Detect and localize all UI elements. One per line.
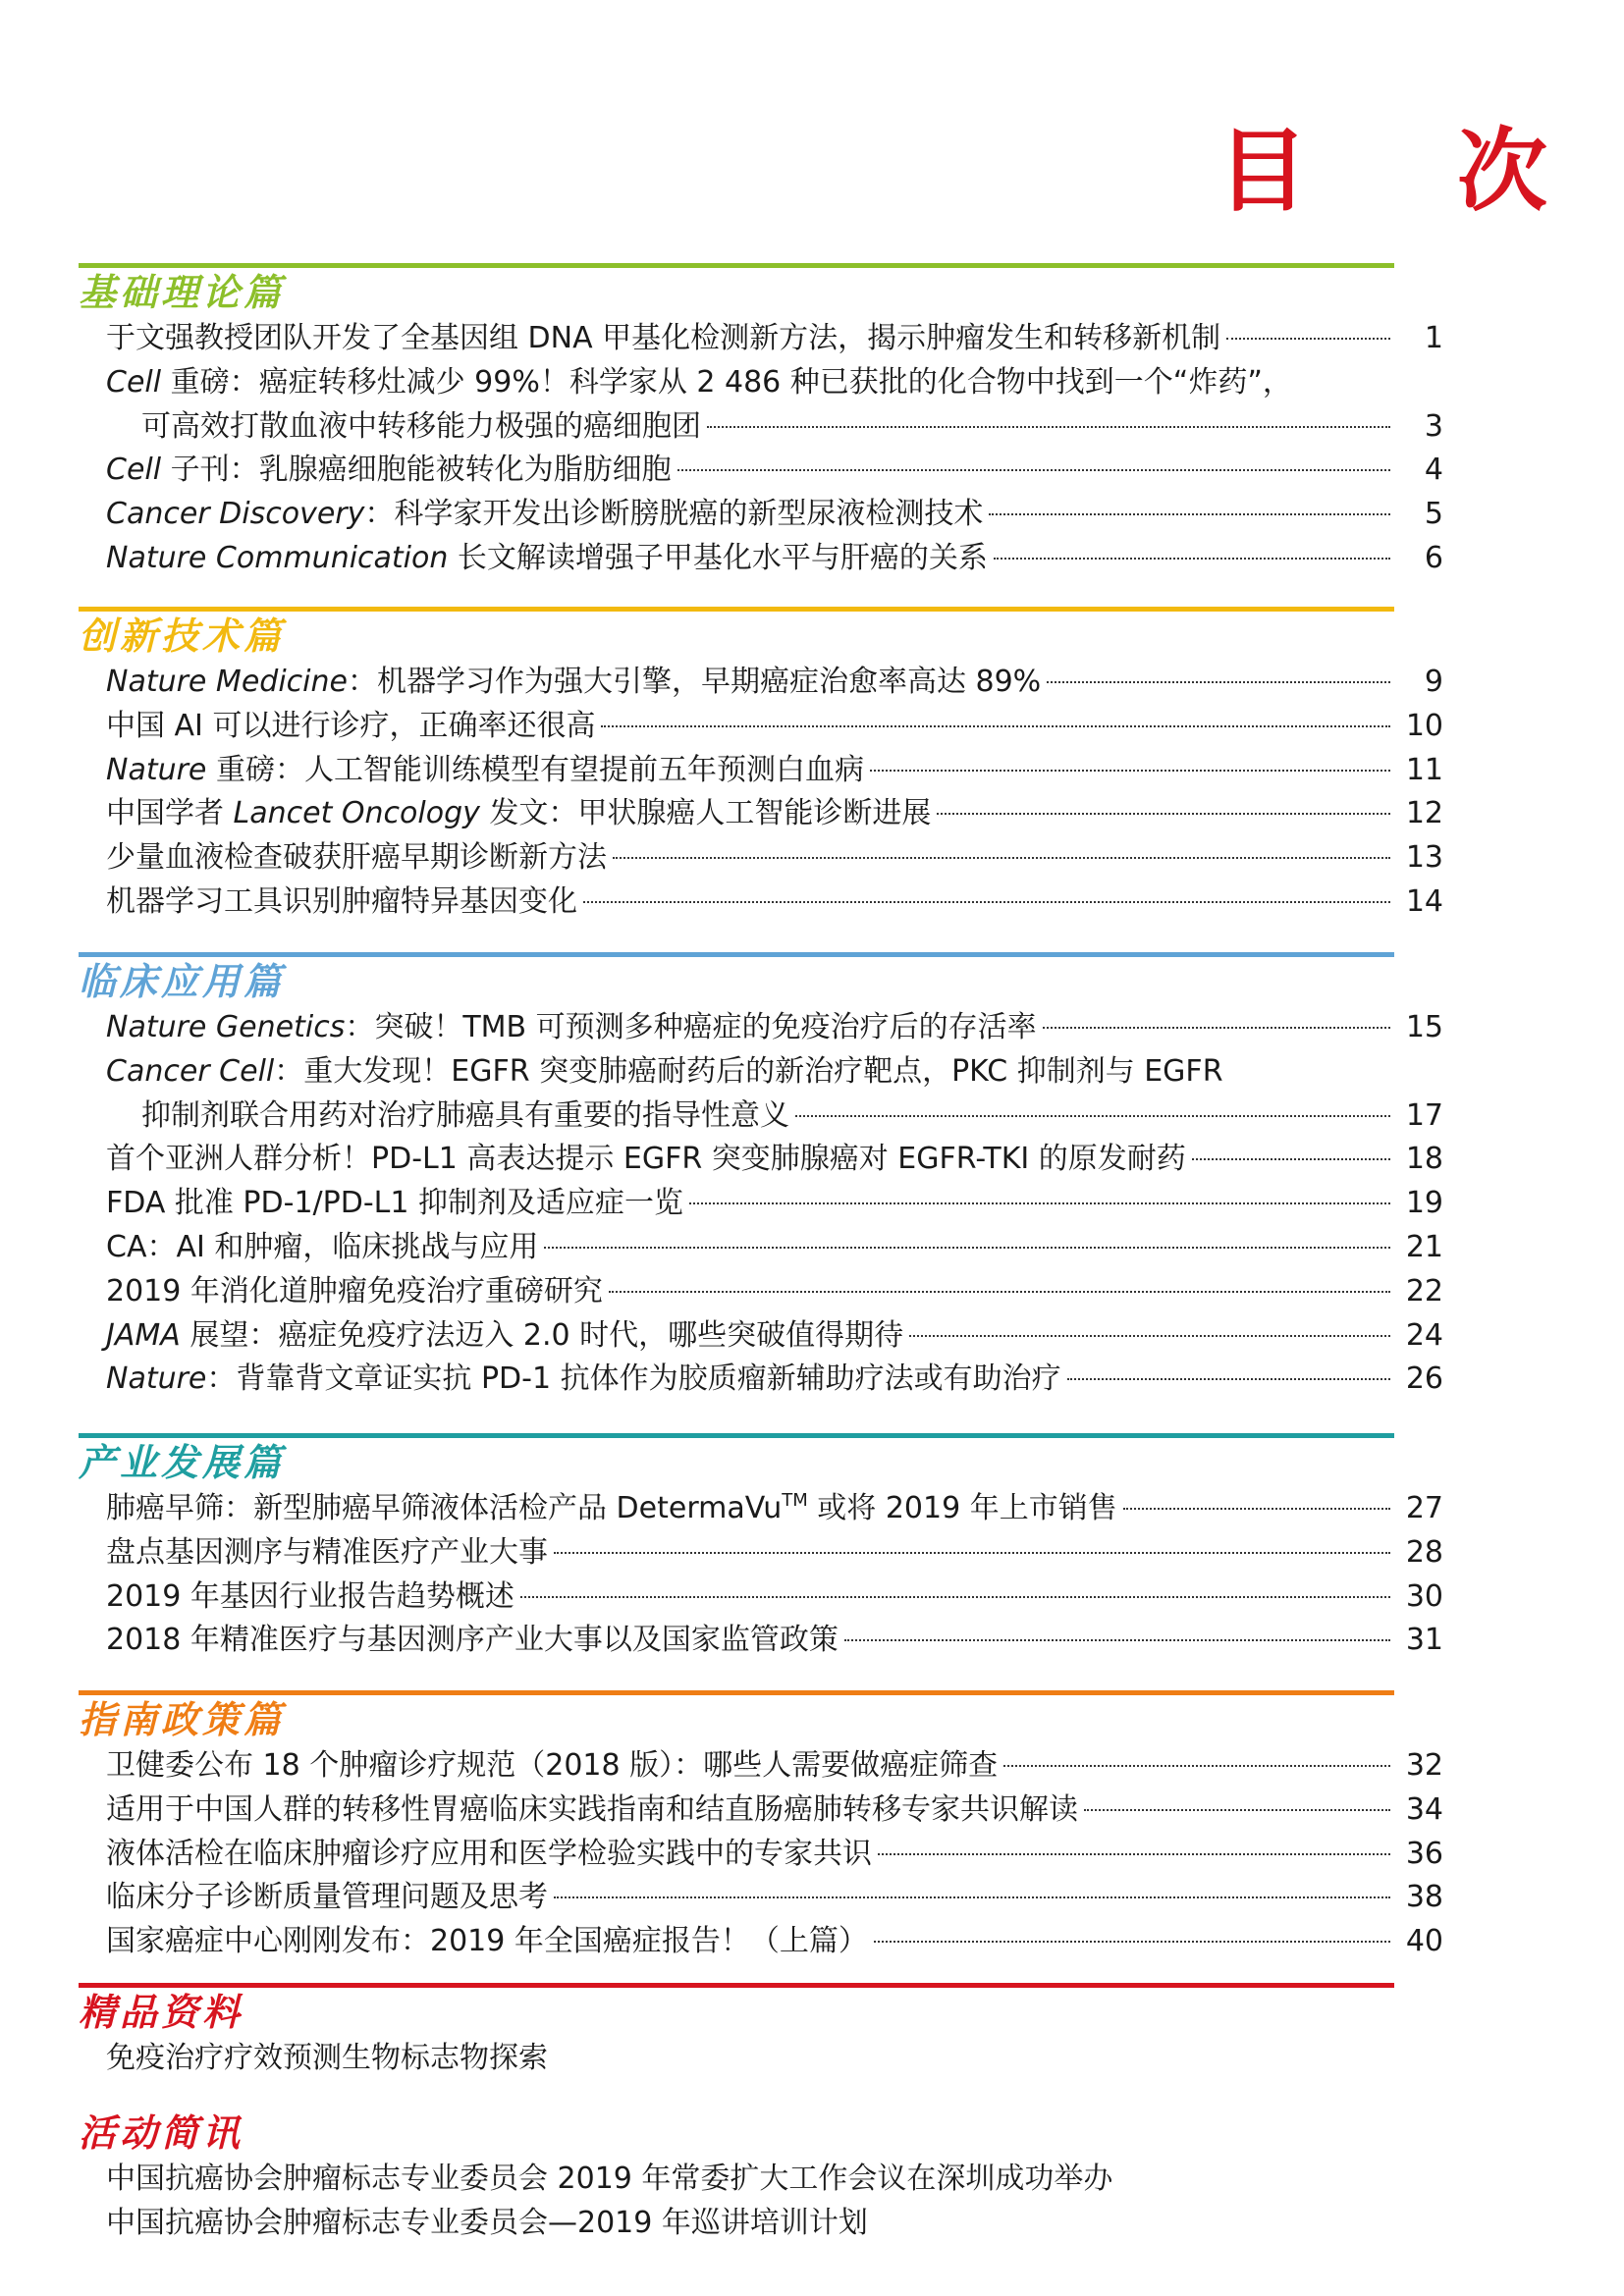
title-text: 长文解读增强子甲基化水平与肝癌的关系: [448, 540, 988, 575]
dot-leader: [878, 1853, 1390, 1855]
page-number: 5: [1424, 497, 1443, 532]
page-number: 15: [1405, 1010, 1443, 1044]
dot-leader: [1047, 681, 1390, 683]
dot-leader: [601, 725, 1390, 727]
section-heading: 产业发展篇: [79, 1440, 286, 1484]
title-text: 临床分子诊断质量管理问题及思考: [106, 1880, 548, 1915]
toc-entry-title: [106, 1358, 1061, 1402]
toc-entry-title: [106, 881, 577, 925]
toc-entry-title: [106, 493, 983, 537]
toc-entry[interactable]: [106, 1920, 1443, 1964]
toc-entry-title: [106, 1575, 514, 1620]
toc-entry-title: [106, 1226, 538, 1270]
dot-leader: [1192, 1158, 1390, 1160]
toc-entry-title: [106, 749, 864, 793]
toc-entry-title: [141, 405, 701, 450]
page-number: 32: [1405, 1748, 1443, 1783]
toc-entry-title: [106, 792, 931, 836]
toc-entry[interactable]: [106, 1531, 1443, 1575]
page-number: 1: [1424, 321, 1443, 355]
page-number: 38: [1405, 1880, 1443, 1915]
toc-entry-title: [106, 1050, 1223, 1095]
page-number: 19: [1405, 1186, 1443, 1221]
toc-entry[interactable]: [106, 1095, 1443, 1139]
dot-leader: [1043, 1027, 1390, 1029]
page-number: 9: [1424, 665, 1443, 699]
toc-entry[interactable]: [106, 493, 1443, 537]
page-number: 6: [1424, 540, 1443, 575]
page-title: 目 次: [1218, 118, 1607, 224]
section-events: [79, 2109, 1434, 2246]
title-text: 适用于中国人群的转移性胃癌临床实践指南和结直肠癌肺转移专家共识解读: [106, 1791, 1078, 1827]
dot-leader: [554, 1552, 1390, 1554]
toc-entry[interactable]: [106, 1358, 1443, 1402]
page-number: 17: [1405, 1097, 1443, 1133]
dot-leader: [689, 1202, 1390, 1204]
dot-leader: [874, 1941, 1390, 1943]
title-text: 于文强教授团队开发了全基因组 DNA 甲基化检测新方法，揭示肿瘤发生和转移新机制: [106, 321, 1221, 355]
title-text: ：机器学习作为强大引擎，早期癌症治愈率高达 89%: [347, 665, 1042, 699]
toc-entry-title: [106, 1487, 1117, 1531]
toc-entry[interactable]: [106, 1050, 1443, 1095]
section-heading: 精品资料: [79, 1990, 244, 2034]
title-text: ：突破！TMB 可预测多种癌症的免疫治疗后的存活率: [345, 1010, 1037, 1044]
title-text: 2019 年基因行业报告趋势概述: [106, 1578, 514, 1614]
page-number: 4: [1424, 453, 1443, 488]
dot-leader: [707, 426, 1390, 428]
dot-leader: [554, 1896, 1390, 1898]
section-heading: 创新技术篇: [79, 614, 286, 658]
page-number: 14: [1405, 883, 1443, 919]
title-text: 展望：癌症免疫疗法迈入 2.0 时代，哪些突破值得期待: [180, 1317, 904, 1353]
title-text: Cell: [106, 453, 162, 488]
dot-leader: [870, 770, 1390, 772]
dot-leader: [677, 469, 1390, 471]
toc-entry-title: [106, 1744, 998, 1789]
dot-leader: [1226, 338, 1390, 340]
title-text: 子刊：乳腺癌细胞能被转化为脂肪细胞: [161, 453, 672, 488]
toc-entry[interactable]: [106, 1833, 1443, 1877]
title-text: JAMA: [106, 1317, 181, 1353]
title-text: Nature Communication: [106, 540, 449, 575]
toc-entry[interactable]: [106, 1270, 1443, 1314]
toc-entry-title: [106, 361, 1292, 405]
toc-entry[interactable]: [106, 1876, 1443, 1920]
page-number: 24: [1405, 1317, 1443, 1353]
toc-entry[interactable]: [106, 537, 1443, 581]
toc-entry[interactable]: [106, 705, 1443, 749]
dot-leader: [520, 1596, 1390, 1598]
section-boutique: [79, 1983, 1434, 2081]
dot-leader: [937, 813, 1390, 815]
dot-leader: [1067, 1378, 1390, 1380]
title-text: 机器学习工具识别肿瘤特异基因变化: [106, 883, 577, 919]
title-text: ：科学家开发出诊断膀胱癌的新型尿液检测技术: [364, 497, 984, 532]
toc-entry[interactable]: [106, 1487, 1443, 1531]
title-text: 少量血液检查破获肝癌早期诊断新方法: [106, 840, 607, 876]
toc-entry[interactable]: [106, 661, 1443, 705]
toc-entry[interactable]: [106, 881, 1443, 925]
title-text: ：重大发现！EGFR 突变肺癌耐药后的新治疗靶点，PKC 抑制剂与 EGFR: [274, 1053, 1223, 1089]
title-text: Nature: [106, 1362, 207, 1397]
toc-entry[interactable]: [106, 1226, 1443, 1270]
page-number: 12: [1405, 796, 1443, 831]
toc-entry-title: [106, 317, 1220, 361]
dot-leader: [844, 1639, 1390, 1641]
section-heading: 临床应用篇: [79, 959, 286, 1003]
toc-entry-title: [106, 1833, 872, 1877]
toc-entry[interactable]: [106, 449, 1443, 493]
toc-entry-title: [106, 449, 672, 493]
title-text: ：背靠背文章证实抗 PD-1 抗体作为胶质瘤新辅助疗法或有助治疗: [206, 1362, 1061, 1397]
list-item[interactable]: 中国抗癌协会肿瘤标志专业委员会 2019 年常委扩大工作会议在深圳成功举办: [106, 2162, 1113, 2196]
toc-section: [79, 263, 1443, 581]
title-text: 可高效打散血液中转移能力极强的癌细胞团: [141, 408, 701, 444]
page-number: 13: [1405, 840, 1443, 876]
toc-entry-title: [106, 1531, 548, 1575]
dot-leader: [1123, 1508, 1390, 1510]
toc-entry-title: [106, 661, 1041, 705]
toc-section: [79, 1433, 1443, 1663]
title-text: 中国 AI 可以进行诊疗，正确率还很高: [106, 708, 596, 743]
toc-entry-title: [106, 1920, 868, 1964]
toc-entry-title: [106, 1138, 1186, 1182]
title-text: 2019 年消化道肿瘤免疫治疗重磅研究: [106, 1273, 603, 1308]
toc-entry-title: [106, 1619, 839, 1663]
toc-entry-title: [106, 1876, 548, 1920]
title-text: 发文：甲状腺癌人工智能诊断进展: [479, 796, 932, 831]
toc-entry[interactable]: [106, 1575, 1443, 1620]
toc-entry[interactable]: [106, 1006, 1443, 1050]
page-number: 3: [1424, 408, 1443, 444]
dot-leader: [613, 857, 1390, 859]
title-text: 2018 年精准医疗与基因测序产业大事以及国家监管政策: [106, 1623, 839, 1658]
toc-entry-title: [106, 1314, 903, 1359]
toc-entry-title: [106, 537, 988, 581]
toc-entry[interactable]: [106, 749, 1443, 793]
title-text: 中国学者: [106, 796, 234, 831]
page-number: 21: [1405, 1229, 1443, 1264]
toc-entry[interactable]: [106, 361, 1443, 405]
title-text: Cell: [106, 364, 162, 400]
toc-entry-title: [141, 1095, 789, 1139]
toc-entry[interactable]: [106, 1314, 1443, 1359]
title-text: Nature: [106, 752, 207, 787]
page-number: 26: [1405, 1362, 1443, 1397]
title-text: CA：AI 和肿瘤，临床挑战与应用: [106, 1229, 539, 1264]
title-text: 重磅：人工智能训练模型有望提前五年预测白血病: [206, 752, 864, 787]
title-text: 首个亚洲人群分析！PD-L1 高表达提示 EGFR 突变肺腺癌对 EGFR-TKI 的原发耐药: [106, 1142, 1186, 1177]
dot-leader: [1003, 1765, 1390, 1767]
title-text: Nature Genetics: [106, 1010, 346, 1044]
toc-entry[interactable]: [106, 1744, 1443, 1789]
page-number: 18: [1405, 1142, 1443, 1177]
toc-entry[interactable]: [106, 792, 1443, 836]
title-text: 盘点基因测序与精准医疗产业大事: [106, 1534, 548, 1570]
title-text: 肺癌早筛：新型肺癌早筛液体活检产品 DetermaVu: [106, 1491, 783, 1525]
toc-entry-title: [106, 1270, 603, 1314]
title-text: 抑制剂联合用药对治疗肺癌具有重要的指导性意义: [141, 1097, 789, 1133]
toc-entry[interactable]: [106, 1138, 1443, 1182]
section-heading: 基础理论篇: [79, 270, 286, 314]
toc-section: [79, 607, 1443, 925]
page-number: 28: [1405, 1534, 1443, 1570]
page-number: 10: [1405, 708, 1443, 743]
page-number: 36: [1405, 1836, 1443, 1871]
page-number: 22: [1405, 1273, 1443, 1308]
page-number: 27: [1405, 1491, 1443, 1525]
toc-entry-title: [106, 836, 607, 881]
toc-entry[interactable]: [106, 836, 1443, 881]
dot-leader: [994, 558, 1390, 560]
toc-section: [79, 1690, 1443, 1964]
title-text: 液体活检在临床肿瘤诊疗应用和医学检验实践中的专家共识: [106, 1836, 872, 1871]
toc-entry[interactable]: [106, 1182, 1443, 1226]
trademark-superscript: TM: [782, 1490, 808, 1511]
toc-entry-title: [106, 1789, 1078, 1833]
title-text: 国家癌症中心刚刚发布：2019 年全国癌症报告！（上篇）: [106, 1924, 868, 1959]
dot-leader: [544, 1247, 1390, 1249]
toc-entry[interactable]: [106, 1619, 1443, 1663]
dot-leader: [609, 1291, 1390, 1293]
title-text: Cancer Discovery: [106, 497, 365, 532]
title-text: 或将 2019 年上市销售: [807, 1491, 1117, 1525]
title-text: Lancet Oncology: [233, 796, 480, 831]
page-number: 34: [1405, 1791, 1443, 1827]
title-text: Nature Medicine: [106, 665, 348, 699]
title-text: 重磅：癌症转移灶减少 99%！科学家从 2 486 种已获批的化合物中找到一个“炸药”，: [161, 364, 1292, 400]
toc-entry-title: [106, 1006, 1037, 1050]
toc-entry[interactable]: [106, 317, 1443, 361]
toc-entry-title: [106, 1182, 683, 1226]
dot-leader: [795, 1115, 1390, 1117]
page-number: 40: [1405, 1924, 1443, 1959]
title-text: FDA 批准 PD-1/PD-L1 抑制剂及适应症一览: [106, 1186, 683, 1221]
toc-entry[interactable]: [106, 405, 1443, 450]
dot-leader: [909, 1335, 1390, 1337]
page-number: 30: [1405, 1578, 1443, 1614]
dot-leader: [1084, 1809, 1390, 1811]
toc-entry-title: [106, 705, 595, 749]
toc-entry[interactable]: [106, 1789, 1443, 1833]
list-item[interactable]: 免疫治疗疗效预测生物标志物探索: [106, 2041, 548, 2075]
section-heading: 指南政策篇: [79, 1697, 286, 1741]
page-number: 31: [1405, 1623, 1443, 1658]
dot-leader: [989, 513, 1390, 515]
dot-leader: [583, 901, 1390, 903]
title-text: 卫健委公布 18 个肿瘤诊疗规范（2018 版）：哪些人需要做癌症筛查: [106, 1748, 999, 1783]
page-number: 11: [1405, 752, 1443, 787]
title-text: Cancer Cell: [106, 1053, 275, 1089]
list-item[interactable]: 中国抗癌协会肿瘤标志专业委员会—2019 年巡讲培训计划: [106, 2205, 868, 2240]
section-heading: 活动简讯: [79, 2110, 244, 2155]
toc-section: [79, 952, 1443, 1402]
